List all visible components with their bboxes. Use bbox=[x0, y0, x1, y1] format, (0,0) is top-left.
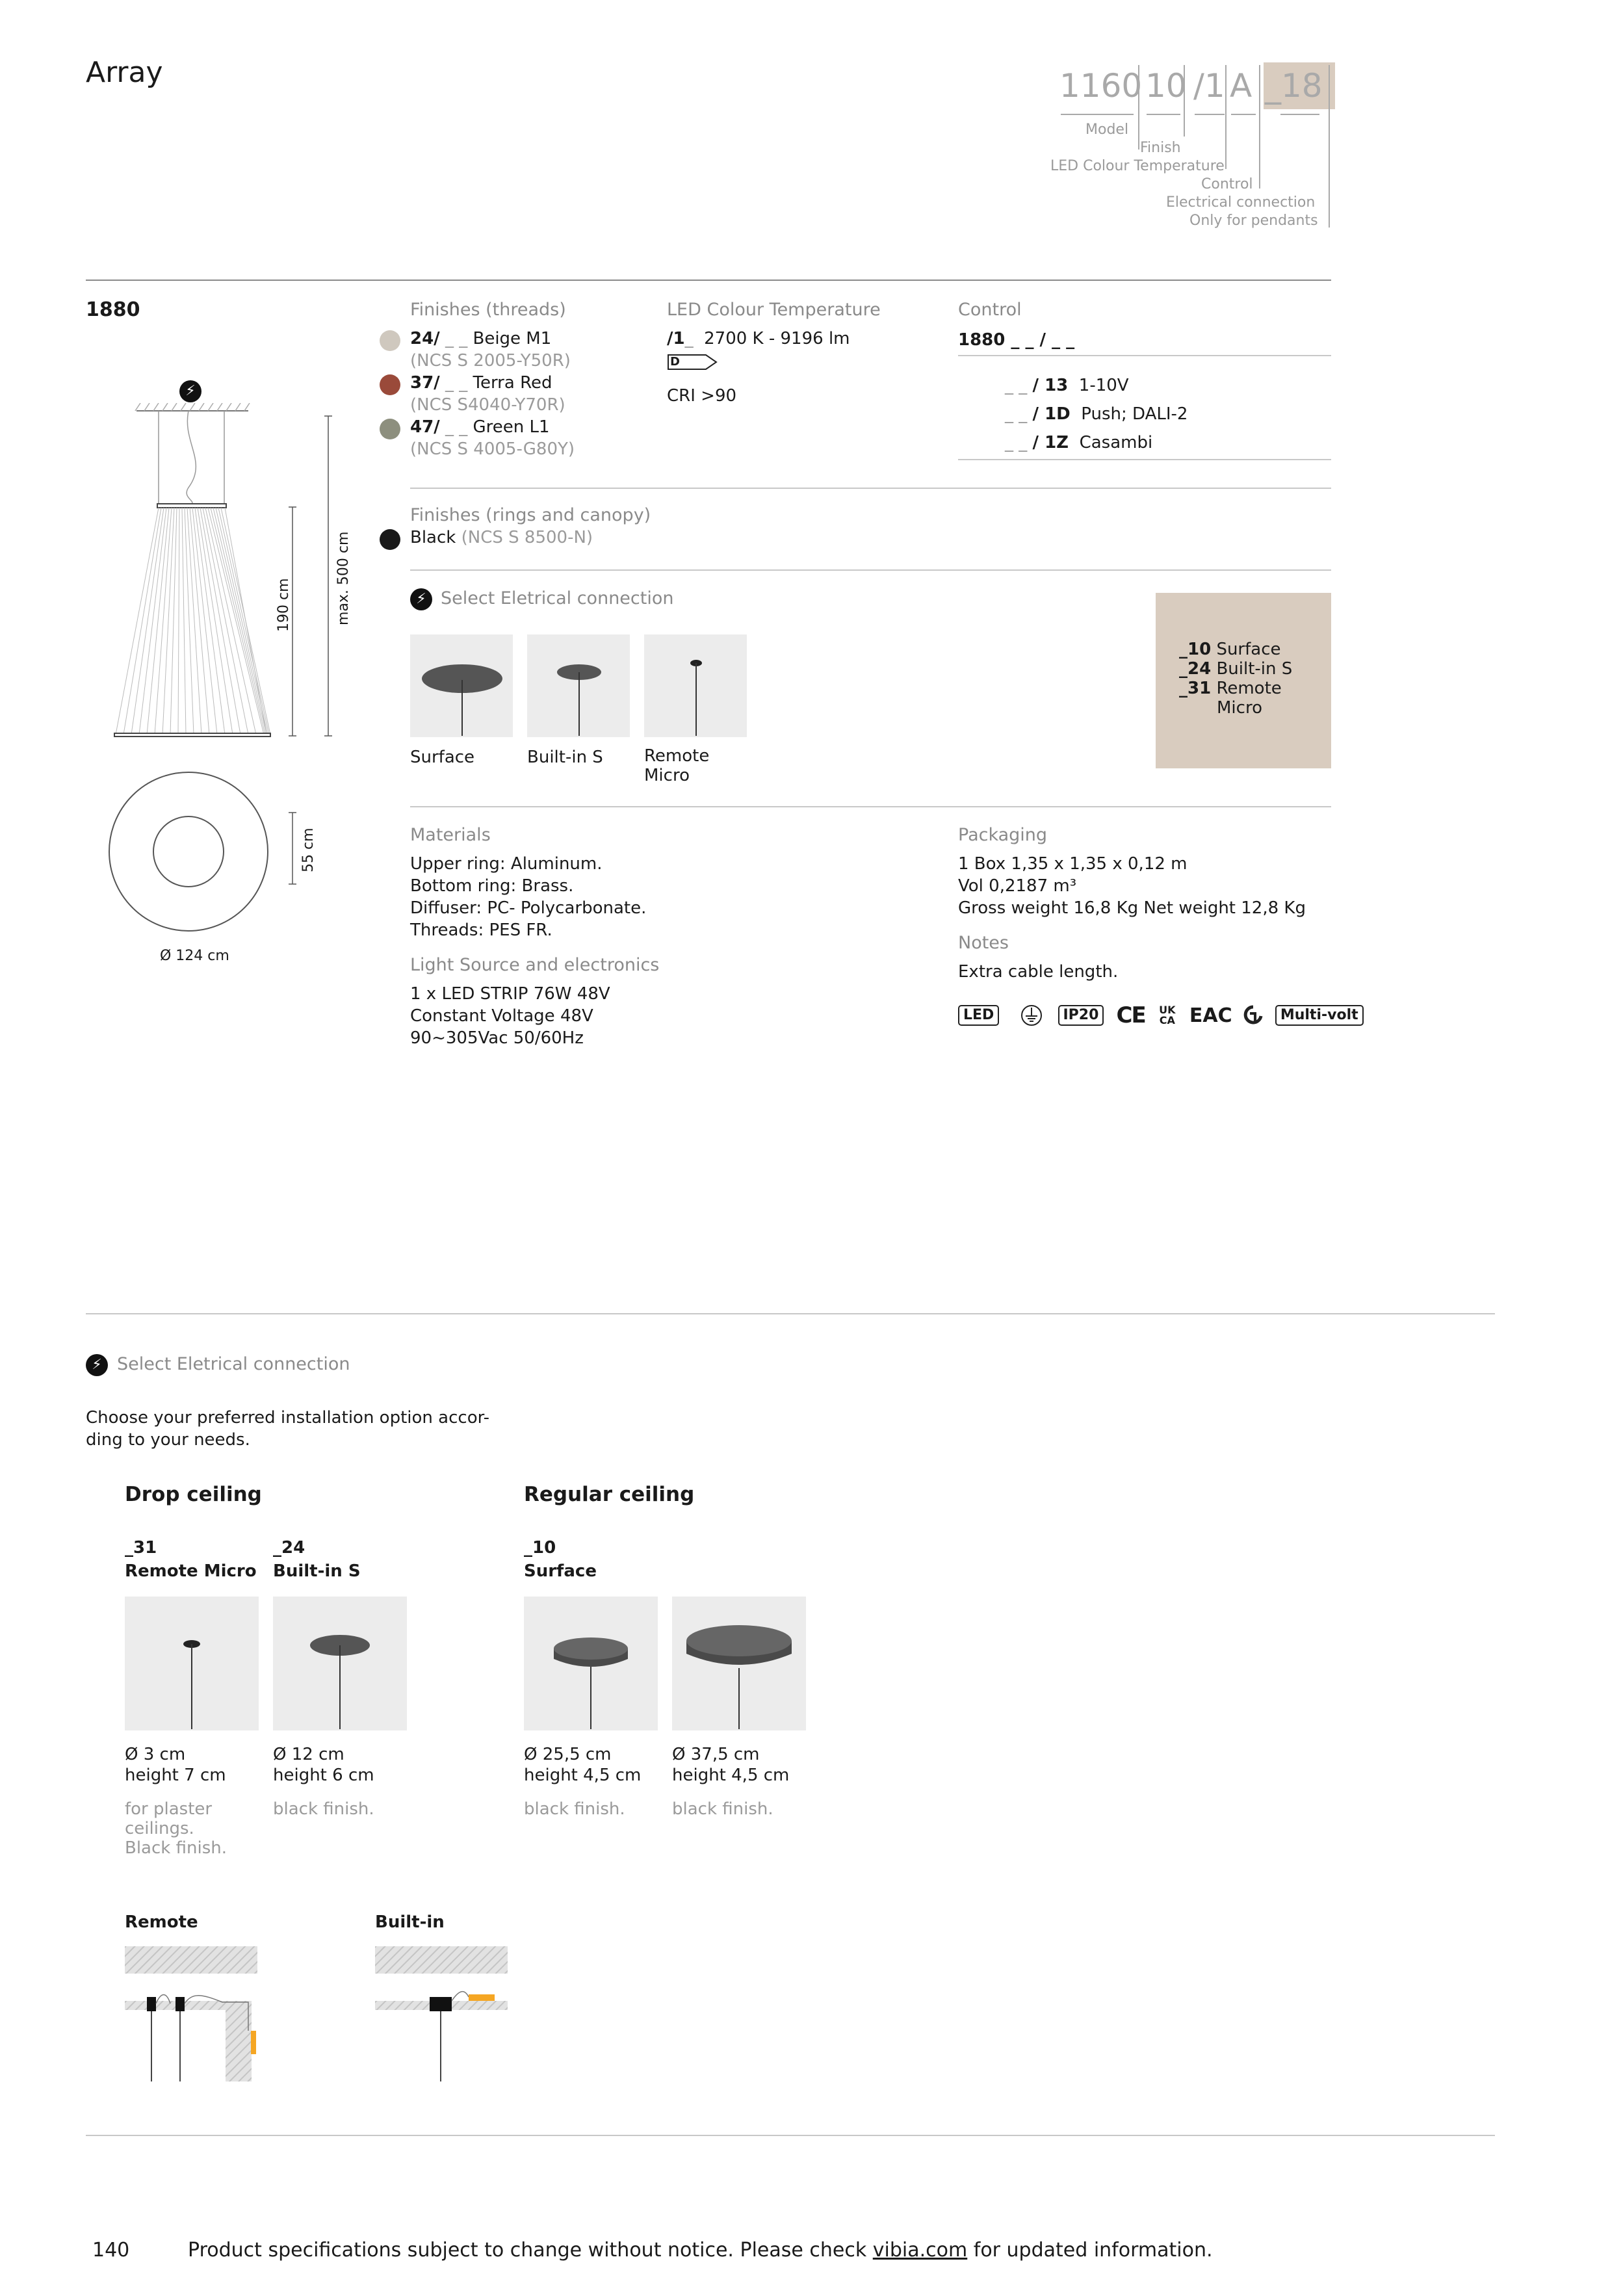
connection-code-box bbox=[1156, 593, 1331, 768]
install-code-31: _31 bbox=[125, 1538, 157, 1558]
connection-label: Select Eletrical connection bbox=[441, 588, 674, 608]
light-source-line-1: 1 x LED STRIP 76W 48V bbox=[410, 984, 610, 1004]
builtin-s-icon bbox=[273, 1597, 407, 1730]
conn-code-31: _31 Remote bbox=[1179, 679, 1282, 698]
swatch-green[interactable] bbox=[380, 419, 400, 439]
surface-large-icon bbox=[672, 1597, 806, 1730]
ukca-mark: UK CA bbox=[1159, 1004, 1176, 1026]
electric-connection-icon: ⚡ bbox=[179, 380, 201, 402]
connection-divider bbox=[410, 569, 1331, 571]
conn-code-24: _24 Built-in S bbox=[1179, 659, 1293, 679]
option-label-remote: Remote Micro bbox=[644, 746, 710, 785]
page-title: Array bbox=[86, 56, 163, 89]
model-code-control: A bbox=[1230, 67, 1253, 105]
materials-line-2: Bottom ring: Brass. bbox=[410, 876, 574, 896]
dim-diameter: Ø 124 cm bbox=[160, 948, 229, 964]
footer-note: Product specifications subject to change without notice. Please check vibia.com for updated information. bbox=[188, 2239, 1213, 2262]
vibia-link[interactable]: vibia.com bbox=[872, 2239, 968, 2262]
install-intro-2: ding to your needs. bbox=[86, 1430, 250, 1450]
install-divider-top bbox=[86, 1313, 1495, 1314]
install-height-10b: height 4,5 cm bbox=[672, 1766, 790, 1785]
regular-ceiling-heading: Regular ceiling bbox=[524, 1483, 695, 1506]
install-intro-1: Choose your preferred installation option accor- bbox=[86, 1408, 490, 1428]
remote-install-diagram bbox=[125, 1946, 268, 2083]
install-option-surface-small[interactable] bbox=[524, 1597, 658, 1730]
materials-divider bbox=[410, 806, 1331, 807]
install-name-31: Remote Micro bbox=[125, 1561, 257, 1581]
install-note-31-2: ceilings. bbox=[125, 1819, 194, 1838]
install-code-24: _24 bbox=[273, 1538, 305, 1558]
install-height-31: height 7 cm bbox=[125, 1766, 226, 1785]
legend-finish: Finish bbox=[1140, 140, 1181, 156]
install-option-builtin-s[interactable] bbox=[273, 1597, 407, 1730]
led-value: /1_ 2700 K - 9196 lm bbox=[667, 329, 850, 348]
notes-label: Notes bbox=[958, 933, 1009, 953]
rings-divider bbox=[410, 488, 1331, 489]
materials-line-4: Threads: PES FR. bbox=[410, 920, 552, 940]
finishes-rings-label: Finishes (rings and canopy) bbox=[410, 505, 651, 525]
packaging-label: Packaging bbox=[958, 825, 1048, 845]
remote-canopy-icon bbox=[644, 634, 747, 737]
ip20-badge: IP20 bbox=[1058, 1005, 1104, 1026]
product-model-number: 1880 bbox=[86, 298, 140, 321]
legend-pendants: Only for pendants bbox=[1189, 213, 1318, 229]
control-item-1d[interactable]: _ _ / 1D Push; DALI-2 bbox=[1005, 404, 1188, 424]
install-name-24: Built-in S bbox=[273, 1561, 361, 1581]
control-item-13[interactable]: _ _ / 13 1-10V bbox=[1005, 376, 1129, 395]
finish-code-terra-red: 37/ _ _ Terra Red bbox=[410, 373, 552, 393]
section-divider bbox=[86, 280, 1331, 281]
dim-height: 190 cm bbox=[276, 578, 292, 632]
drop-ceiling-heading: Drop ceiling bbox=[125, 1483, 262, 1506]
legend-control: Control bbox=[1201, 176, 1253, 192]
option-label-surface: Surface bbox=[410, 748, 475, 767]
builtin-install-diagram bbox=[375, 1946, 518, 2083]
surface-small-icon bbox=[524, 1597, 658, 1730]
notes-text: Extra cable length. bbox=[958, 962, 1119, 982]
remote-micro-icon bbox=[125, 1597, 259, 1730]
led-badge: LED bbox=[958, 1005, 999, 1026]
multivolt-badge: Multi-volt bbox=[1275, 1005, 1364, 1026]
finish-ncs-green: (NCS S 4005-G80Y) bbox=[410, 439, 575, 459]
packaging-line-3: Gross weight 16,8 Kg Net weight 12,8 Kg bbox=[958, 898, 1306, 918]
page-number: 140 bbox=[92, 2239, 130, 2262]
packaging-line-2: Vol 0,2187 m³ bbox=[958, 876, 1077, 896]
install-dia-10a: Ø 25,5 cm bbox=[524, 1745, 612, 1764]
model-code-legend bbox=[975, 59, 1339, 241]
recycle-icon bbox=[1243, 1004, 1263, 1026]
model-code-connection: _18 bbox=[1265, 67, 1323, 105]
control-divider bbox=[958, 355, 1331, 356]
control-label: Control bbox=[958, 300, 1022, 320]
materials-line-1: Upper ring: Aluminum. bbox=[410, 854, 603, 874]
install-note-10a: black finish. bbox=[524, 1799, 625, 1819]
packaging-line-1: 1 Box 1,35 x 1,35 x 0,12 m bbox=[958, 854, 1188, 874]
install-option-remote-micro[interactable] bbox=[125, 1597, 259, 1730]
light-source-line-3: 90~305Vac 50/60Hz bbox=[410, 1028, 584, 1048]
install-note-24: black finish. bbox=[273, 1799, 374, 1819]
model-code-led: /1 bbox=[1193, 67, 1225, 105]
finish-ncs-terra-red: (NCS S4040-Y70R) bbox=[410, 395, 565, 415]
finish-ncs-beige: (NCS S 2005-Y50R) bbox=[410, 351, 571, 371]
model-code-finish: 10 bbox=[1145, 67, 1187, 105]
legend-led: LED Colour Temperature bbox=[1050, 158, 1225, 174]
cert-icons bbox=[958, 1002, 1364, 1026]
light-source-label: Light Source and electronics bbox=[410, 955, 660, 975]
energy-class-label: D bbox=[670, 355, 680, 369]
install-height-24: height 6 cm bbox=[273, 1766, 374, 1785]
install-note-31-1: for plaster bbox=[125, 1799, 213, 1819]
control-item-1z[interactable]: _ _ / 1Z Casambi bbox=[1005, 433, 1153, 452]
install-note-10b: black finish. bbox=[672, 1799, 773, 1819]
conn-code-micro: Micro bbox=[1217, 698, 1262, 718]
install-divider-bottom bbox=[86, 2135, 1495, 2136]
builtin-canopy-icon bbox=[527, 634, 630, 737]
model-code-model: 1160 bbox=[1059, 67, 1143, 105]
connection-option-remote[interactable] bbox=[644, 634, 747, 737]
install-name-10: Surface bbox=[524, 1561, 597, 1581]
diagram-builtin-label: Built-in bbox=[375, 1912, 445, 1932]
finishes-threads-label: Finishes (threads) bbox=[410, 300, 566, 320]
finish-ring-black: Black (NCS S 8500-N) bbox=[410, 528, 593, 547]
materials-line-3: Diffuser: PC- Polycarbonate. bbox=[410, 898, 647, 918]
connection-option-surface[interactable] bbox=[410, 634, 513, 737]
install-dia-10b: Ø 37,5 cm bbox=[672, 1745, 760, 1764]
surface-canopy-icon bbox=[410, 634, 513, 737]
install-option-surface-large[interactable] bbox=[672, 1597, 806, 1730]
swatch-terra-red[interactable] bbox=[380, 374, 400, 395]
install-dia-24: Ø 12 cm bbox=[273, 1745, 344, 1764]
install-height-10a: height 4,5 cm bbox=[524, 1766, 642, 1785]
finish-code-green: 47/ _ _ Green L1 bbox=[410, 417, 550, 437]
install-note-31-3: Black finish. bbox=[125, 1838, 227, 1858]
eac-mark: EAC bbox=[1189, 1004, 1232, 1027]
control-bottom-divider bbox=[958, 459, 1331, 460]
pendant-drawing bbox=[97, 403, 370, 975]
install-dia-31: Ø 3 cm bbox=[125, 1745, 186, 1764]
light-source-line-2: Constant Voltage 48V bbox=[410, 1006, 593, 1026]
led-label: LED Colour Temperature bbox=[667, 300, 881, 320]
connection-bolt-icon: ⚡ bbox=[410, 588, 432, 610]
connection-option-builtin[interactable] bbox=[527, 634, 630, 737]
ce-mark: CE bbox=[1116, 1002, 1145, 1028]
option-label-builtin: Built-in S bbox=[527, 748, 603, 767]
install-code-10: _10 bbox=[524, 1538, 556, 1558]
legend-model: Model bbox=[1085, 122, 1129, 138]
swatch-black[interactable] bbox=[380, 529, 400, 550]
diagram-remote-label: Remote bbox=[125, 1912, 198, 1932]
finish-code-beige: 24/ _ _ Beige M1 bbox=[410, 329, 552, 348]
materials-label: Materials bbox=[410, 825, 491, 845]
legend-connection: Electrical connection bbox=[1166, 194, 1316, 211]
control-code: 1880 _ _ / _ _ bbox=[958, 330, 1075, 350]
swatch-beige[interactable] bbox=[380, 330, 400, 351]
dim-depth: 55 cm bbox=[300, 828, 317, 872]
conn-code-10: _10 Surface bbox=[1179, 640, 1281, 659]
ground-icon bbox=[1020, 1004, 1043, 1026]
led-cri: CRI >90 bbox=[667, 386, 737, 406]
install-heading: Select Eletrical connection bbox=[117, 1354, 350, 1374]
dim-max: max. 500 cm bbox=[335, 531, 352, 625]
install-bolt-icon: ⚡ bbox=[86, 1354, 108, 1376]
